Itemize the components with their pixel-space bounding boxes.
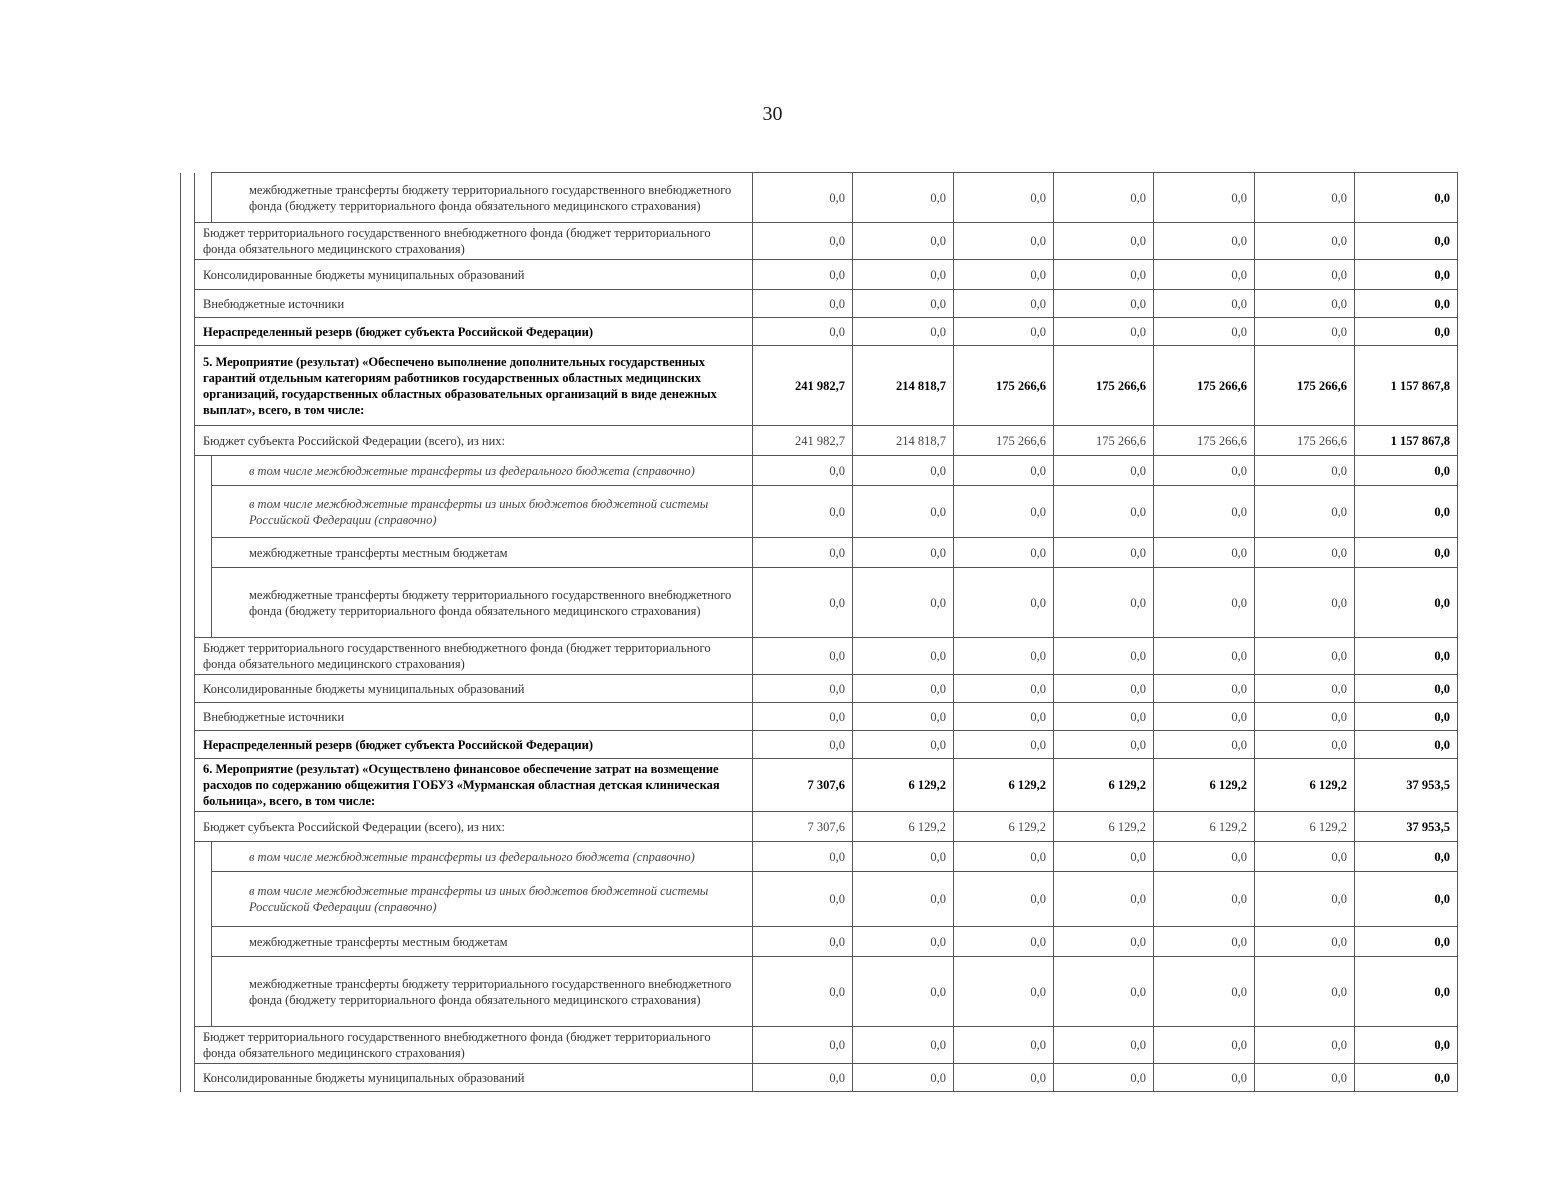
value-cell: 0,0 — [954, 260, 1054, 290]
total-cell: 0,0 — [1355, 703, 1458, 731]
value-cell: 0,0 — [954, 173, 1054, 223]
indent-cell — [181, 872, 195, 927]
value-cell: 0,0 — [1255, 1064, 1355, 1092]
indent-cell — [181, 173, 195, 223]
value-cell: 0,0 — [853, 927, 954, 957]
value-cell: 0,0 — [853, 260, 954, 290]
value-cell: 0,0 — [1255, 538, 1355, 568]
value-cell: 0,0 — [753, 1064, 853, 1092]
value-cell: 0,0 — [753, 568, 853, 638]
indent-cell — [195, 538, 212, 568]
table-row — [181, 675, 1458, 703]
activity-header-row — [181, 346, 1458, 426]
total-cell: 0,0 — [1355, 731, 1458, 759]
indent-cell — [181, 260, 195, 290]
value-cell: 175 266,6 — [1054, 346, 1154, 426]
value-cell: 0,0 — [1054, 1064, 1154, 1092]
value-cell: 6 129,2 — [853, 759, 954, 812]
budget-table-body — [181, 173, 1458, 1092]
table-row — [181, 456, 1458, 486]
budget-table — [180, 172, 1458, 1092]
page-number: 30 — [762, 103, 783, 125]
value-cell: 0,0 — [1154, 456, 1255, 486]
value-cell: 175 266,6 — [1054, 426, 1154, 456]
value-cell: 214 818,7 — [853, 426, 954, 456]
value-cell: 0,0 — [853, 872, 954, 927]
total-cell: 0,0 — [1355, 842, 1458, 872]
value-cell: 0,0 — [1154, 173, 1255, 223]
indent-cell — [195, 486, 212, 538]
value-cell: 0,0 — [1154, 1027, 1255, 1064]
value-cell: 0,0 — [954, 731, 1054, 759]
value-cell: 6 129,2 — [1255, 759, 1355, 812]
activity-header-row — [181, 759, 1458, 812]
total-cell: 0,0 — [1355, 957, 1458, 1027]
value-cell: 0,0 — [1154, 638, 1255, 675]
value-cell: 214 818,7 — [853, 346, 954, 426]
row-label: Консолидированные бюджеты муниципальных образований — [195, 675, 753, 703]
indent-cell — [195, 927, 212, 957]
row-label: Бюджет территориального государственного внебюджетного фонда (бюджет территориального фонда обязательного медицинского страхования) — [195, 638, 753, 675]
value-cell: 0,0 — [1255, 731, 1355, 759]
table-row — [181, 486, 1458, 538]
total-cell: 37 953,5 — [1355, 812, 1458, 842]
value-cell: 0,0 — [1255, 173, 1355, 223]
table-row — [181, 318, 1458, 346]
value-cell: 0,0 — [1255, 568, 1355, 638]
indent-cell — [195, 842, 212, 872]
indent-cell — [181, 223, 195, 260]
value-cell: 0,0 — [1154, 957, 1255, 1027]
value-cell: 0,0 — [1054, 538, 1154, 568]
value-cell: 0,0 — [1054, 872, 1154, 927]
value-cell: 0,0 — [853, 675, 954, 703]
indent-cell — [181, 703, 195, 731]
row-label: межбюджетные трансферты бюджету территориального государственного внебюджетного фонда (бюджету территориального фонда обязательного медицинского страхования) — [212, 568, 753, 638]
total-cell: 0,0 — [1355, 568, 1458, 638]
value-cell: 0,0 — [853, 957, 954, 1027]
total-cell: 37 953,5 — [1355, 759, 1458, 812]
indent-cell — [181, 568, 195, 638]
value-cell: 0,0 — [853, 223, 954, 260]
total-cell: 0,0 — [1355, 173, 1458, 223]
row-label: Консолидированные бюджеты муниципальных образований — [195, 260, 753, 290]
value-cell: 0,0 — [753, 872, 853, 927]
row-label: Бюджет территориального государственного внебюджетного фонда (бюджет территориального фонда обязательного медицинского страхования) — [195, 223, 753, 260]
table-row — [181, 568, 1458, 638]
row-label: Бюджет субъекта Российской Федерации (всего), из них: — [195, 426, 753, 456]
value-cell: 0,0 — [1154, 927, 1255, 957]
value-cell: 0,0 — [753, 842, 853, 872]
value-cell: 0,0 — [1255, 456, 1355, 486]
value-cell: 0,0 — [853, 731, 954, 759]
value-cell: 0,0 — [1154, 1064, 1255, 1092]
table-row — [181, 223, 1458, 260]
total-cell: 0,0 — [1355, 223, 1458, 260]
value-cell: 0,0 — [1154, 538, 1255, 568]
value-cell: 6 129,2 — [1054, 759, 1154, 812]
indent-cell — [181, 346, 195, 426]
total-cell: 1 157 867,8 — [1355, 426, 1458, 456]
value-cell: 0,0 — [1054, 703, 1154, 731]
table-row — [181, 538, 1458, 568]
value-cell: 0,0 — [1255, 260, 1355, 290]
value-cell: 0,0 — [1255, 675, 1355, 703]
row-label: межбюджетные трансферты местным бюджетам — [212, 927, 753, 957]
value-cell: 0,0 — [753, 675, 853, 703]
indent-cell — [181, 638, 195, 675]
table-row — [181, 638, 1458, 675]
value-cell: 0,0 — [1154, 290, 1255, 318]
indent-cell — [181, 486, 195, 538]
row-label: Нераспределенный резерв (бюджет субъекта Российской Федерации) — [195, 731, 753, 759]
total-cell: 1 157 867,8 — [1355, 346, 1458, 426]
indent-cell — [181, 759, 195, 812]
value-cell: 0,0 — [1054, 638, 1154, 675]
value-cell: 0,0 — [853, 290, 954, 318]
value-cell: 0,0 — [853, 638, 954, 675]
row-label: Внебюджетные источники — [195, 703, 753, 731]
indent-cell — [181, 1064, 195, 1092]
table-row — [181, 173, 1458, 223]
indent-cell — [195, 456, 212, 486]
value-cell: 0,0 — [1054, 957, 1154, 1027]
table-row — [181, 842, 1458, 872]
value-cell: 0,0 — [1255, 290, 1355, 318]
indent-cell — [181, 842, 195, 872]
value-cell: 0,0 — [753, 957, 853, 1027]
total-cell: 0,0 — [1355, 318, 1458, 346]
value-cell: 0,0 — [753, 538, 853, 568]
value-cell: 0,0 — [1054, 318, 1154, 346]
value-cell: 6 129,2 — [1154, 812, 1255, 842]
value-cell: 0,0 — [1054, 675, 1154, 703]
value-cell: 0,0 — [954, 568, 1054, 638]
row-label: в том числе межбюджетные трансферты из федерального бюджета (справочно) — [212, 842, 753, 872]
value-cell: 0,0 — [853, 568, 954, 638]
value-cell: 0,0 — [853, 173, 954, 223]
row-label: межбюджетные трансферты бюджету территориального государственного внебюджетного фонда (бюджету территориального фонда обязательного медицинского страхования) — [212, 957, 753, 1027]
value-cell: 0,0 — [753, 486, 853, 538]
value-cell: 0,0 — [753, 223, 853, 260]
value-cell: 6 129,2 — [1154, 759, 1255, 812]
value-cell: 7 307,6 — [753, 759, 853, 812]
value-cell: 0,0 — [753, 173, 853, 223]
value-cell: 0,0 — [954, 927, 1054, 957]
row-label: Консолидированные бюджеты муниципальных образований — [195, 1064, 753, 1092]
value-cell: 0,0 — [853, 538, 954, 568]
value-cell: 0,0 — [1054, 173, 1154, 223]
table-row — [181, 703, 1458, 731]
table-row — [181, 731, 1458, 759]
value-cell: 0,0 — [954, 1064, 1054, 1092]
indent-cell — [181, 731, 195, 759]
table-row — [181, 260, 1458, 290]
total-cell: 0,0 — [1355, 1064, 1458, 1092]
value-cell: 0,0 — [1255, 703, 1355, 731]
row-label: в том числе межбюджетные трансферты из иных бюджетов бюджетной системы Российской Федерации (справочно) — [212, 486, 753, 538]
indent-cell — [181, 927, 195, 957]
value-cell: 0,0 — [1255, 957, 1355, 1027]
total-cell: 0,0 — [1355, 486, 1458, 538]
value-cell: 241 982,7 — [753, 346, 853, 426]
indent-cell — [181, 426, 195, 456]
value-cell: 0,0 — [954, 638, 1054, 675]
value-cell: 0,0 — [954, 486, 1054, 538]
total-cell: 0,0 — [1355, 260, 1458, 290]
table-row — [181, 426, 1458, 456]
value-cell: 0,0 — [954, 223, 1054, 260]
value-cell: 175 266,6 — [954, 346, 1054, 426]
value-cell: 0,0 — [1255, 872, 1355, 927]
value-cell: 0,0 — [1054, 927, 1154, 957]
value-cell: 0,0 — [1154, 675, 1255, 703]
row-label: Бюджет территориального государственного внебюджетного фонда (бюджет территориального фонда обязательного медицинского страхования) — [195, 1027, 753, 1064]
row-label: 5. Мероприятие (результат) «Обеспечено выполнение дополнительных государственных гарантий отдельным категориям работников государственных областных медицинских организаций, государственных областных образовательных организаций в виде денежных выплат», всего, в том числе: — [195, 346, 753, 426]
value-cell: 0,0 — [1054, 290, 1154, 318]
value-cell: 0,0 — [1255, 223, 1355, 260]
value-cell: 0,0 — [753, 456, 853, 486]
value-cell: 0,0 — [1054, 842, 1154, 872]
value-cell: 0,0 — [954, 842, 1054, 872]
indent-cell — [181, 456, 195, 486]
indent-cell — [181, 675, 195, 703]
indent-cell — [195, 568, 212, 638]
value-cell: 0,0 — [1255, 1027, 1355, 1064]
value-cell: 0,0 — [1054, 223, 1154, 260]
indent-cell — [195, 173, 212, 223]
total-cell: 0,0 — [1355, 538, 1458, 568]
indent-cell — [181, 318, 195, 346]
value-cell: 0,0 — [853, 318, 954, 346]
value-cell: 6 129,2 — [853, 812, 954, 842]
value-cell: 0,0 — [1255, 638, 1355, 675]
value-cell: 0,0 — [954, 1027, 1054, 1064]
value-cell: 0,0 — [1054, 568, 1154, 638]
value-cell: 0,0 — [954, 456, 1054, 486]
value-cell: 0,0 — [1154, 318, 1255, 346]
indent-cell — [195, 872, 212, 927]
row-label: в том числе межбюджетные трансферты из иных бюджетов бюджетной системы Российской Федерации (справочно) — [212, 872, 753, 927]
value-cell: 0,0 — [1154, 223, 1255, 260]
value-cell: 0,0 — [1255, 842, 1355, 872]
value-cell: 241 982,7 — [753, 426, 853, 456]
value-cell: 6 129,2 — [1054, 812, 1154, 842]
value-cell: 175 266,6 — [954, 426, 1054, 456]
value-cell: 6 129,2 — [954, 812, 1054, 842]
value-cell: 0,0 — [853, 456, 954, 486]
table-row — [181, 812, 1458, 842]
indent-cell — [181, 290, 195, 318]
table-row — [181, 872, 1458, 927]
table-row — [181, 1027, 1458, 1064]
value-cell: 0,0 — [954, 675, 1054, 703]
table-row — [181, 290, 1458, 318]
row-label: межбюджетные трансферты бюджету территориального государственного внебюджетного фонда (бюджету территориального фонда обязательного медицинского страхования) — [212, 173, 753, 223]
table-row — [181, 927, 1458, 957]
total-cell: 0,0 — [1355, 456, 1458, 486]
total-cell: 0,0 — [1355, 927, 1458, 957]
row-label: межбюджетные трансферты местным бюджетам — [212, 538, 753, 568]
indent-cell — [181, 1027, 195, 1064]
table-row — [181, 1064, 1458, 1092]
table-row — [181, 957, 1458, 1027]
indent-cell — [181, 957, 195, 1027]
row-label: Бюджет субъекта Российской Федерации (всего), из них: — [195, 812, 753, 842]
value-cell: 0,0 — [1054, 486, 1154, 538]
value-cell: 0,0 — [1255, 486, 1355, 538]
indent-cell — [181, 812, 195, 842]
value-cell: 0,0 — [1054, 1027, 1154, 1064]
value-cell: 0,0 — [1255, 318, 1355, 346]
value-cell: 0,0 — [1154, 568, 1255, 638]
value-cell: 0,0 — [753, 260, 853, 290]
value-cell: 0,0 — [1054, 260, 1154, 290]
value-cell: 0,0 — [954, 957, 1054, 1027]
value-cell: 175 266,6 — [1255, 426, 1355, 456]
row-label: 6. Мероприятие (результат) «Осуществлено финансовое обеспечение затрат на возмещение расходов по содержанию общежития ГОБУЗ «Мурманская областная детская клиническая больница», всего, в том числе: — [195, 759, 753, 812]
value-cell: 0,0 — [1054, 731, 1154, 759]
value-cell: 0,0 — [753, 1027, 853, 1064]
value-cell: 0,0 — [1154, 872, 1255, 927]
value-cell: 0,0 — [954, 703, 1054, 731]
value-cell: 6 129,2 — [1255, 812, 1355, 842]
value-cell: 0,0 — [853, 1027, 954, 1064]
value-cell: 0,0 — [1054, 456, 1154, 486]
value-cell: 175 266,6 — [1154, 426, 1255, 456]
value-cell: 0,0 — [954, 872, 1054, 927]
indent-cell — [181, 538, 195, 568]
row-label: Внебюджетные источники — [195, 290, 753, 318]
value-cell: 0,0 — [1255, 927, 1355, 957]
value-cell: 0,0 — [1154, 703, 1255, 731]
value-cell: 175 266,6 — [1154, 346, 1255, 426]
total-cell: 0,0 — [1355, 872, 1458, 927]
total-cell: 0,0 — [1355, 1027, 1458, 1064]
value-cell: 0,0 — [1154, 486, 1255, 538]
value-cell: 0,0 — [753, 318, 853, 346]
value-cell: 0,0 — [1154, 260, 1255, 290]
value-cell: 0,0 — [954, 290, 1054, 318]
total-cell: 0,0 — [1355, 638, 1458, 675]
value-cell: 175 266,6 — [1255, 346, 1355, 426]
value-cell: 7 307,6 — [753, 812, 853, 842]
value-cell: 0,0 — [954, 538, 1054, 568]
value-cell: 0,0 — [853, 703, 954, 731]
value-cell: 0,0 — [753, 638, 853, 675]
value-cell: 0,0 — [753, 731, 853, 759]
row-label: в том числе межбюджетные трансферты из федерального бюджета (справочно) — [212, 456, 753, 486]
value-cell: 0,0 — [753, 290, 853, 318]
value-cell: 0,0 — [853, 1064, 954, 1092]
indent-cell — [195, 957, 212, 1027]
value-cell: 6 129,2 — [954, 759, 1054, 812]
total-cell: 0,0 — [1355, 290, 1458, 318]
value-cell: 0,0 — [853, 486, 954, 538]
value-cell: 0,0 — [753, 703, 853, 731]
row-label: Нераспределенный резерв (бюджет субъекта Российской Федерации) — [195, 318, 753, 346]
total-cell: 0,0 — [1355, 675, 1458, 703]
value-cell: 0,0 — [954, 318, 1054, 346]
value-cell: 0,0 — [853, 842, 954, 872]
value-cell: 0,0 — [753, 927, 853, 957]
value-cell: 0,0 — [1154, 842, 1255, 872]
value-cell: 0,0 — [1154, 731, 1255, 759]
